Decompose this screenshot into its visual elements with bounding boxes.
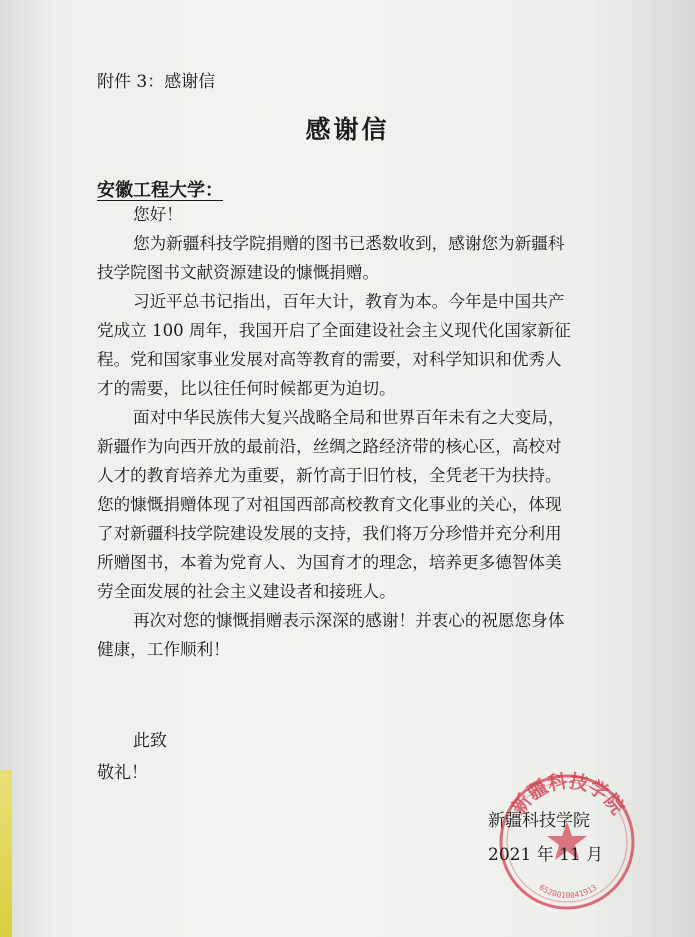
body-line: 所赠图书，本着为党育人、为国育才的理念，培养更多德智体美	[97, 553, 562, 572]
svg-text:6528010041913: 6528010041913	[537, 882, 599, 901]
body-line: 技学院图书文献资源建设的慷慨捐赠。	[97, 263, 380, 282]
body-line: 再次对您的慷慨捐赠表示深深的感谢！并衷心的祝愿您身体	[133, 611, 565, 630]
body-line: 程。党和国家事业发展对高等教育的需要，对科学知识和优秀人	[97, 350, 562, 369]
svg-text:新疆科技学院: 新疆科技学院	[507, 770, 629, 819]
closing	[97, 725, 167, 789]
letter-title: 感谢信	[305, 115, 390, 144]
body-line: 才的需要，比以往任何时候都更为迫切。	[97, 379, 396, 398]
attachment-label: 附件 3：感谢信	[97, 72, 216, 92]
body-line: 新疆作为向西开放的最前沿，丝绸之路经济带的核心区，高校对	[97, 437, 562, 456]
greeting: 您好！	[133, 205, 183, 224]
signature-org: 新疆科技学院	[488, 811, 590, 831]
paper-edge	[0, 770, 12, 937]
body-line: 党成立 100 周年，我国开启了全面建设社会主义现代化国家新征	[97, 321, 571, 340]
body-line: 人才的教育培养尤为重要，新竹高于旧竹枝，全凭老干为扶持。	[97, 466, 562, 485]
signature-date: 2021 年 11 月	[488, 845, 604, 865]
body-line: 了对新疆科技学院建设发展的支持，我们将万分珍惜并充分利用	[97, 524, 562, 543]
body-line: 劳全面发展的社会主义建设者和接班人。	[97, 582, 396, 601]
body-line: 健康，工作顺利！	[97, 640, 230, 659]
body-line: 习近平总书记指出，百年大计，教育为本。今年是中国共产	[133, 292, 565, 311]
letter-body	[97, 200, 642, 664]
body-line: 您为新疆科技学院捐赠的图书已悉数收到，感谢您为新疆科	[133, 234, 565, 253]
body-line: 您的慷慨捐赠体现了对祖国西部高校教育文化事业的关心，体现	[97, 495, 562, 514]
salutation: 安徽工程大学：	[97, 180, 223, 201]
closing-cizhi: 此致	[133, 731, 167, 751]
closing-jingli: 敬礼！	[97, 763, 148, 783]
body-line: 面对中华民族伟大复兴战略全局和世界百年未有之大变局，	[133, 408, 565, 427]
